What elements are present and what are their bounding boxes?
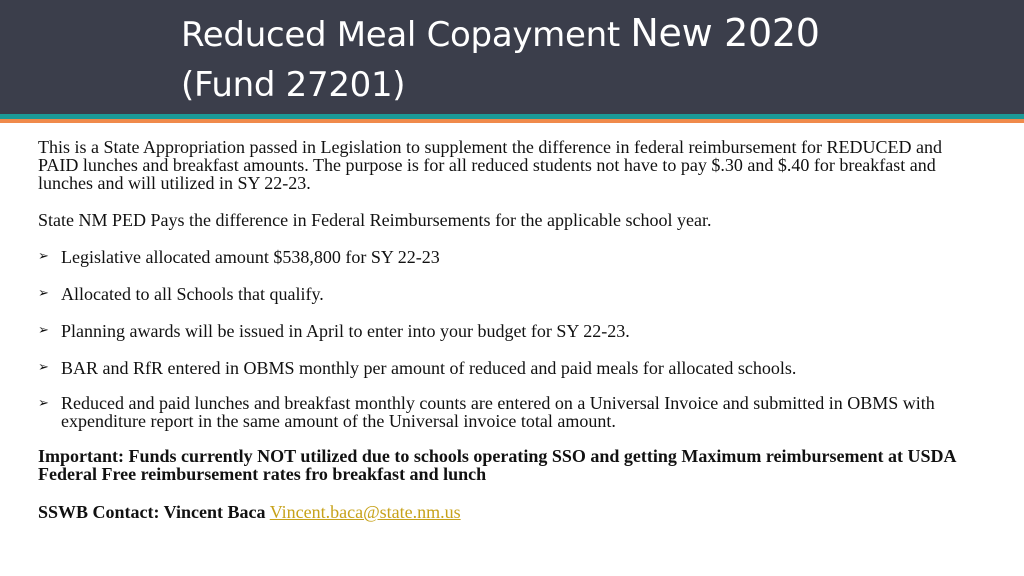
arrow-bullet-icon: ➢ [38, 360, 49, 375]
bullet-item [38, 394, 978, 430]
slide-title [181, 8, 820, 110]
title-text-line2: (Fund 27201) [181, 65, 406, 105]
bullet-text: BAR and RfR entered in OBMS monthly per amount of reduced and paid meals for allocated schools. [61, 358, 797, 378]
arrow-bullet-icon: ➢ [38, 323, 49, 338]
bullet-text: Planning awards will be issued in April to enter into your budget for SY 22-23. [61, 321, 630, 341]
bullet-item [38, 246, 978, 268]
orange-divider [0, 119, 1024, 123]
bullet-item [38, 357, 978, 379]
arrow-bullet-icon: ➢ [38, 286, 49, 301]
arrow-bullet-icon: ➢ [38, 249, 49, 264]
bullet-item [38, 283, 978, 305]
bullet-text: Legislative allocated amount $538,800 for SY 22-23 [61, 247, 440, 267]
bullet-item [38, 320, 978, 342]
slide-body [38, 138, 978, 523]
title-text-part2: New 2020 [630, 11, 820, 55]
title-bar [0, 0, 1024, 114]
arrow-bullet-icon: ➢ [38, 396, 49, 411]
state-paragraph: State NM PED Pays the difference in Federal Reimbursements for the applicable school year. [38, 210, 712, 230]
important-note: Important: Funds currently NOT utilized due to schools operating SSO and getting Maximum reimbursement at USDA Federal Free reimbursement rates fro breakfast and lunch [38, 446, 956, 484]
bullet-text: Allocated to all Schools that qualify. [61, 284, 324, 304]
contact-label: SSWB Contact: Vincent Baca [38, 502, 266, 522]
contact-line [38, 501, 978, 523]
intro-paragraph: This is a State Appropriation passed in Legislation to supplement the difference in federal reimbursement for REDUCED and PAID lunches and breakfast amounts. The purpose is for all reduced students not have to pay $.30 and $.40 for breakfast and lunches and will utilized in SY 22-23. [38, 137, 942, 193]
title-text-part1: Reduced Meal Copayment [181, 15, 631, 55]
bullet-text: Reduced and paid lunches and breakfast monthly counts are entered on a Universal Invoice and submitted in OBMS with expenditure report in the same amount of the Universal invoice total amount. [61, 393, 935, 431]
contact-email-link[interactable]: Vincent.baca@state.nm.us [269, 502, 461, 522]
